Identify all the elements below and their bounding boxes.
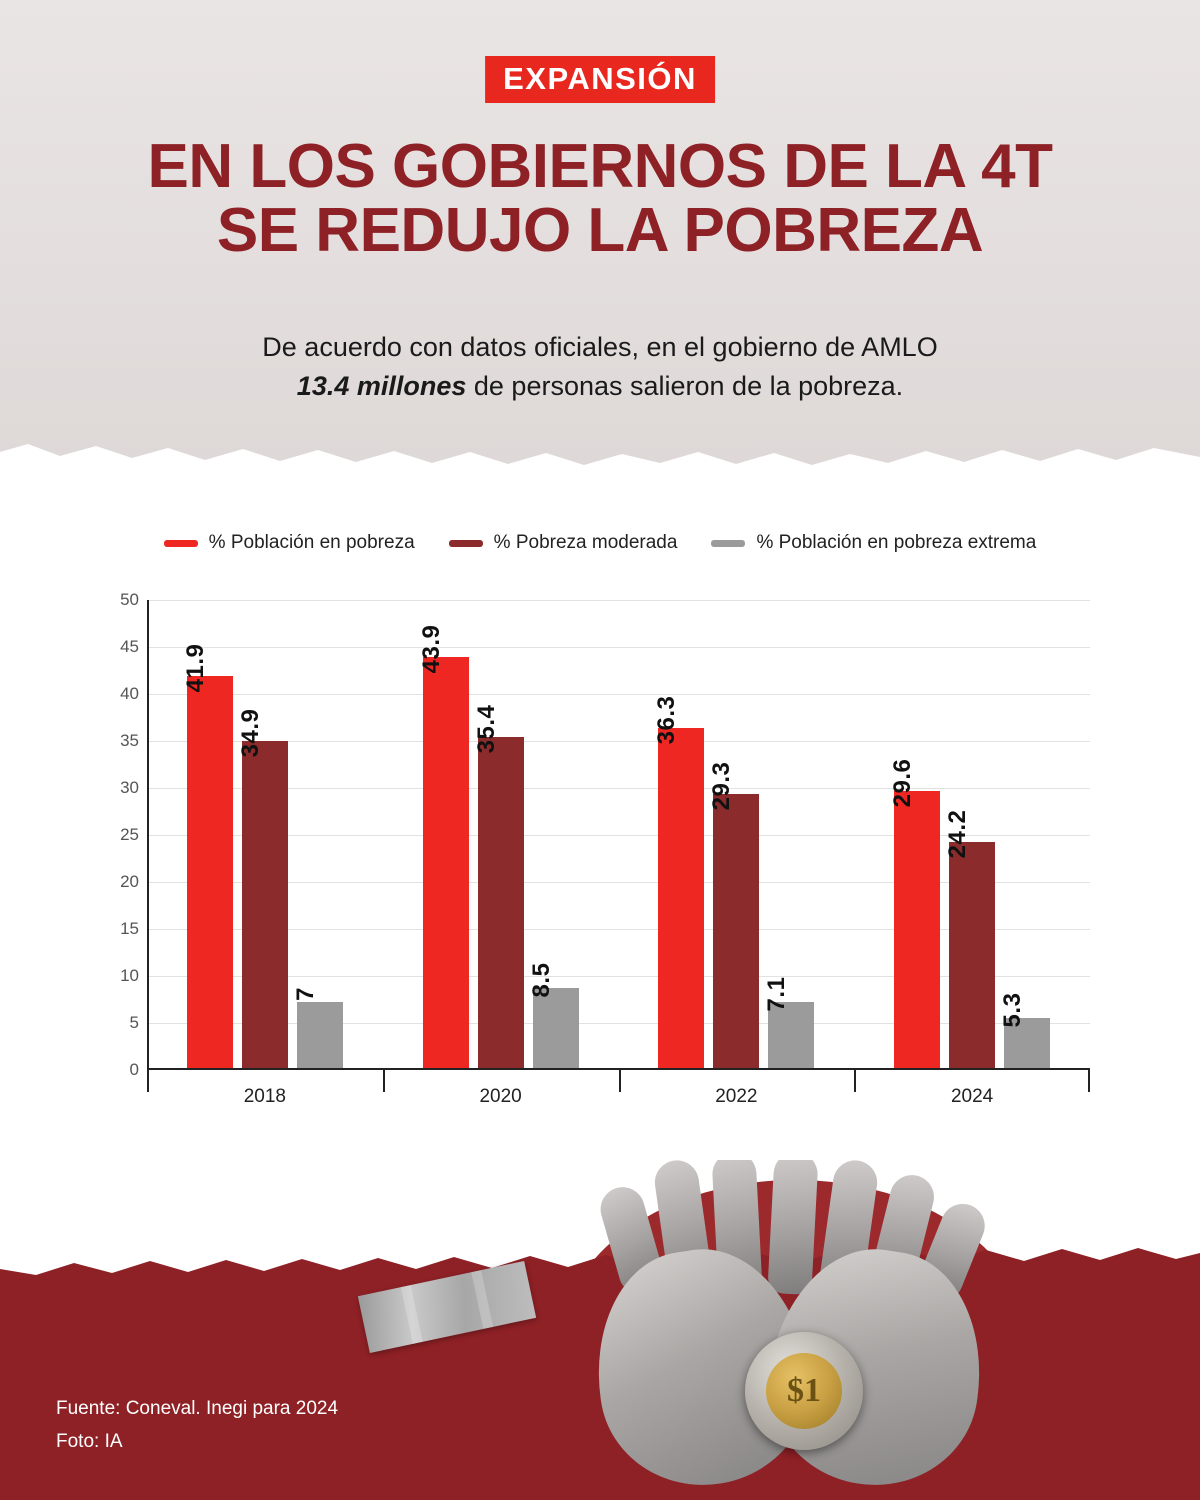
legend-swatch-icon: [164, 540, 198, 547]
bar-value-label: 8.5: [527, 963, 555, 998]
subtitle-line-2-rest: de personas salieron de la pobreza.: [466, 371, 904, 402]
bar-group-2020: [383, 600, 619, 1068]
y-tick-label: 5: [129, 1013, 139, 1032]
brand-label: EXPANSIÓN: [503, 61, 697, 96]
legend-label: % Población en pobreza: [208, 532, 415, 553]
bar-pobreza-2020[interactable]: [417, 624, 469, 1068]
footer-illustration: [0, 1160, 1200, 1500]
hands-photo: [595, 1160, 1015, 1500]
bar-value-label: 41.9: [181, 643, 209, 693]
bar-value-label: 5.3: [999, 992, 1027, 1028]
bar-group-2022: [619, 600, 855, 1068]
y-tick-label: 0: [129, 1060, 139, 1079]
y-tick-label: 45: [120, 637, 139, 656]
y-tick-label: 20: [120, 872, 139, 891]
page-title: [0, 132, 1200, 265]
header-banner: [0, 0, 1200, 470]
coin-value-label: $1: [766, 1353, 842, 1429]
expansion-logo: [485, 56, 715, 103]
source-line: Fuente: Coneval. Inegi para 2024: [56, 1398, 339, 1419]
bar-value-label: 34.9: [236, 708, 264, 758]
bar-value-label: 29.3: [708, 761, 736, 811]
bar-value-label: 24.2: [944, 809, 972, 858]
chart-plot-area: [105, 590, 1090, 1079]
bar-pobreza-2018[interactable]: [181, 643, 233, 1068]
bar-extrema-2022[interactable]: [763, 976, 814, 1068]
bar-extrema-2024[interactable]: [999, 992, 1050, 1068]
y-tick-label: 30: [120, 778, 139, 797]
torn-paper-edge-top: [0, 430, 1200, 470]
bar-extrema-2020[interactable]: [527, 963, 579, 1068]
y-tick-label: 10: [120, 966, 139, 985]
bar-value-label: 7: [291, 987, 319, 1002]
page-title-line-1: EN LOS GOBIERNOS DE LA 4T: [147, 132, 1053, 201]
y-axis: [105, 590, 145, 1079]
photo-credit-line: Foto: IA: [56, 1431, 123, 1453]
bar-value-label: 7.1: [763, 976, 791, 1011]
bar-group-2024: [854, 600, 1090, 1068]
legend-item-pobreza: [164, 532, 415, 554]
y-tick-label: 50: [120, 590, 139, 609]
bar-group-2018: [147, 600, 383, 1068]
x-axis-labels: [147, 1070, 1090, 1116]
page-subtitle: [0, 328, 1200, 406]
bar-moderada-2022[interactable]: [708, 761, 759, 1068]
y-tick-label: 35: [120, 731, 139, 750]
bar-pobreza-2022[interactable]: [653, 695, 704, 1068]
bar-pobreza-2024[interactable]: [889, 758, 940, 1068]
y-tick-label: 15: [120, 919, 139, 938]
finger: [767, 1160, 818, 1295]
legend-item-moderada: [449, 532, 678, 554]
y-tick-label: 25: [120, 825, 139, 844]
x-tick-2022: 2022: [619, 1070, 855, 1108]
bar-value-label: 29.6: [889, 758, 917, 808]
legend-swatch-icon: [449, 540, 483, 547]
chart-legend: [0, 532, 1200, 554]
subtitle-line-1: De acuerdo con datos oficiales, en el gobierno de AMLO: [262, 332, 938, 362]
bar-moderada-2024[interactable]: [944, 809, 995, 1069]
legend-swatch-icon: [711, 540, 745, 547]
coin-icon: [745, 1332, 863, 1450]
bar-moderada-2018[interactable]: [236, 708, 288, 1068]
x-tick-2018: 2018: [147, 1070, 383, 1108]
subtitle-highlight: 13.4 millones: [296, 371, 467, 402]
chart-container: [0, 470, 1200, 1160]
page-title-line-2: SE REDUJO LA POBREZA: [216, 195, 984, 265]
bar-value-label: 35.4: [472, 704, 500, 754]
chart-bar-groups: [147, 600, 1090, 1068]
bar-value-label: 36.3: [653, 695, 681, 745]
legend-item-extrema: [711, 532, 1036, 554]
x-tick-2020: 2020: [383, 1070, 619, 1108]
bar-extrema-2018[interactable]: [291, 987, 343, 1068]
legend-label: % Población en pobreza extrema: [756, 532, 1037, 553]
bar-moderada-2020[interactable]: [472, 704, 524, 1068]
source-credits: [56, 1392, 338, 1459]
x-tick-2024: 2024: [854, 1070, 1090, 1108]
bar-value-label: 43.9: [417, 624, 445, 674]
y-tick-label: 40: [120, 684, 139, 703]
legend-label: % Pobreza moderada: [493, 532, 678, 553]
